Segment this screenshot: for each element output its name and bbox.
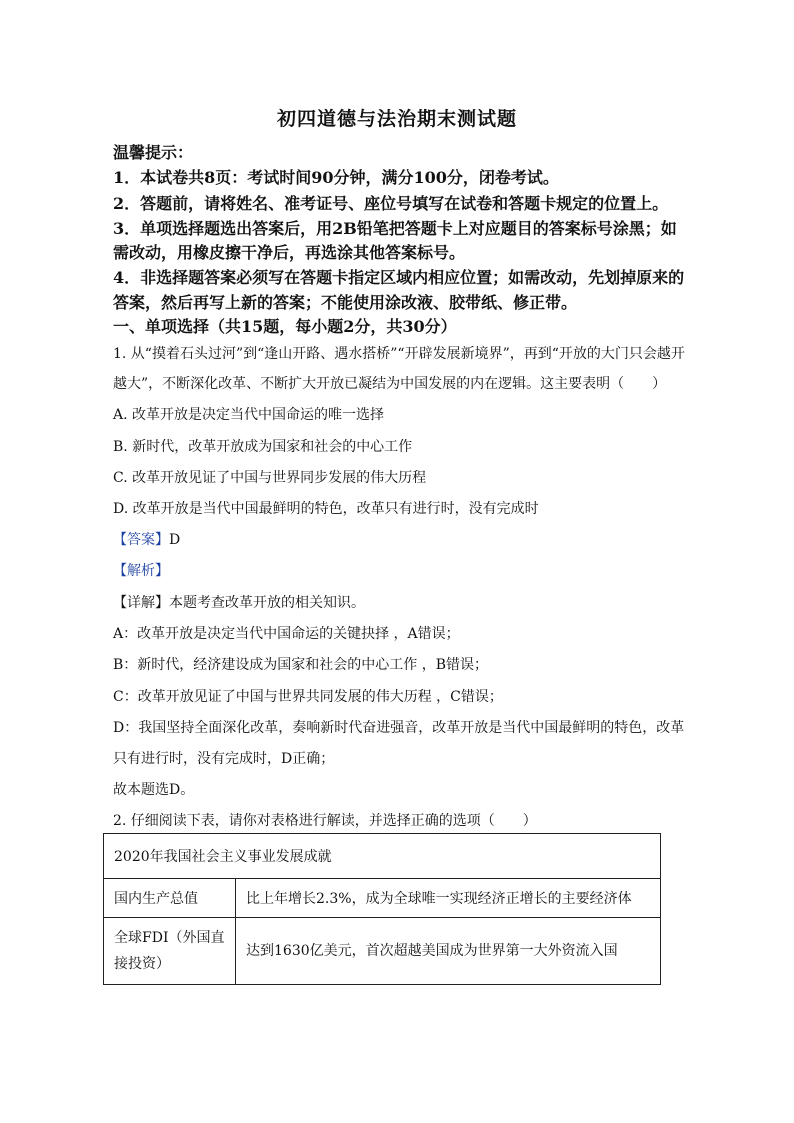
answer-line <box>113 529 693 549</box>
tip-item: 需改动，用橡皮擦干净后，再选涂其他答案标号。 <box>113 243 466 262</box>
detail-text: 本题考查改革开放的相关知识。 <box>169 595 365 611</box>
analysis-line <box>113 560 693 580</box>
exam-title: 初四道德与法治期末测试题 <box>276 108 517 130</box>
explain-b: B：新时代，经济建设成为国家和社会的中心工作 ，B错误； <box>113 657 489 673</box>
analysis-tag: 【解析】 <box>113 563 169 579</box>
option-b: B. 新时代，改革开放成为国家和社会的中心工作 <box>113 439 413 455</box>
option-c: C. 改革开放见证了中国与世界同步发展的伟大历程 <box>113 470 427 486</box>
explain-d: D：我国坚持全面深化改革，奏响新时代奋进强音，改革开放是当代中国最鲜明的特色，改革 <box>113 720 685 736</box>
option-d: D. 改革开放是当代中国最鲜明的特色，改革只有进行时，没有完成时 <box>113 501 539 517</box>
explain-a: A：改革开放是决定当代中国命运的关键抉择 ，A错误； <box>113 626 460 642</box>
tip-item: 2．答题前，请将姓名、准考证号、座位号填写在试卷和答题卡规定的位置上。 <box>113 194 669 213</box>
question-2-stem: 2. 仔细阅读下表，请你对表格进行解读，并选择正确的选项（ ） <box>113 813 537 829</box>
achievement-table <box>103 833 661 985</box>
table-cell-value: 比上年增长2.3%，成为全球唯一实现经济正增长的主要经济体 <box>236 879 661 918</box>
conclusion: 故本题选D。 <box>113 782 195 798</box>
answer-value: D <box>169 532 181 548</box>
detail-line <box>113 592 693 612</box>
tip-item: 1．本试卷共8页：考试时间90分钟，满分100分，闭卷考试。 <box>113 168 559 187</box>
table-header: 2020年我国社会主义事业发展成就 <box>104 834 661 879</box>
table-cell-value: 达到1630亿美元，首次超越美国成为世界第一大外资流入国 <box>236 918 661 985</box>
table-row <box>104 879 661 918</box>
question-1-stem: 越大”，不断深化改革、不断扩大开放已凝结为中国发展的内在逻辑。这主要表明（ ） <box>113 376 667 392</box>
detail-tag: 【详解】 <box>113 595 169 611</box>
answer-tag: 【答案】 <box>113 532 169 548</box>
tip-item: 4．非选择题答案必须写在答题卡指定区域内相应位置；如需改动，先划掉原来的 <box>113 268 685 287</box>
tip-item: 答案，然后再写上新的答案；不能使用涂改液、胶带纸、修正带。 <box>113 293 578 312</box>
tip-item: 3．单项选择题选出答案后，用2B铅笔把答题卡上对应题目的答案标号涂黑；如 <box>113 219 677 238</box>
explain-c: C：改革开放见证了中国与世界共同发展的伟大历程 ，C错误； <box>113 689 503 705</box>
table-header-row <box>104 834 661 879</box>
table-cell-label: 全球FDI（外国直接投资） <box>104 918 236 985</box>
tips-heading: 温馨提示： <box>113 143 194 162</box>
question-1-stem: 1. 从“摸着石头过河”到“逢山开路、遇水搭桥”“开辟发展新境界”，再到“开放的大门只会越开 <box>113 346 685 362</box>
section-heading: 一、单项选择（共15题，每小题2分，共30分） <box>113 317 457 336</box>
table-row <box>104 918 661 985</box>
explain-d: 只有进行时，没有完成时，D正确； <box>113 751 335 767</box>
option-a: A. 改革开放是决定当代中国命运的唯一选择 <box>113 407 385 423</box>
table-cell-label: 国内生产总值 <box>104 879 236 918</box>
